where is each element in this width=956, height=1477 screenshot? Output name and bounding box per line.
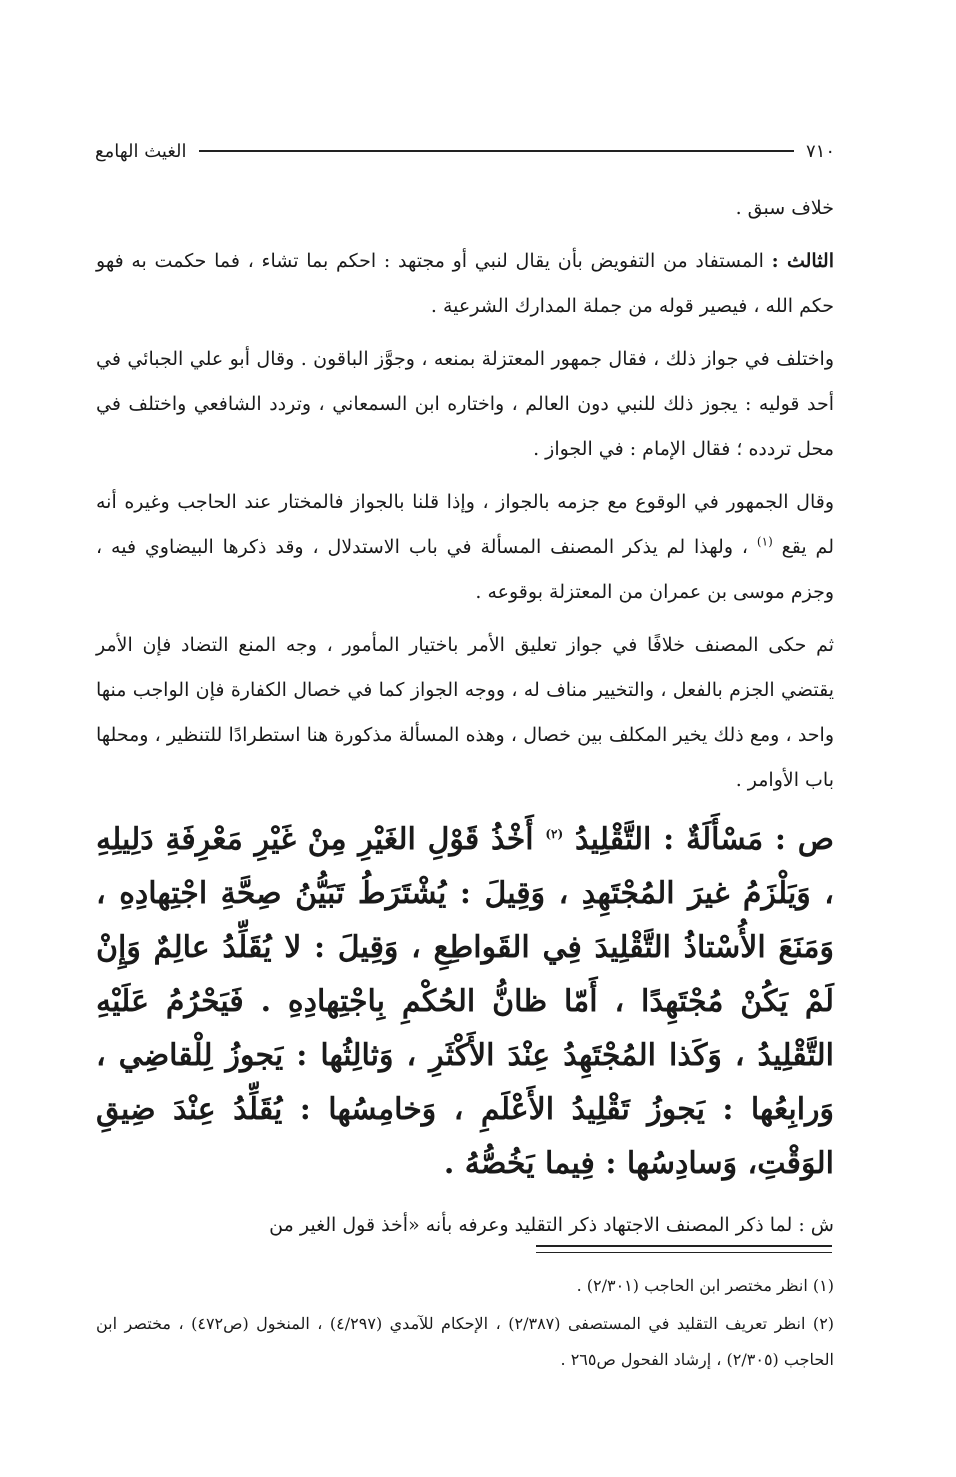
paragraph [96,337,834,472]
paragraph-text: ، ولهذا لم يذكر المصنف المسألة في باب الاستدلال ، وقد ذكرها البيضاوي فيه ، وجزم موسى بن عمران من المعتزلة بوقوعه . [96,536,834,603]
footnote-marker: (٢) [545,827,564,841]
paragraph [96,239,834,329]
matn-text-part: ص : مَسْأَلَةٌ : التَّقْلِيدُ [563,822,834,857]
paragraph-text: ش : لما ذكر المصنف الاجتهاد ذكر التقليد وعرفه بأنه «أخذ قول الغير من [269,1214,834,1236]
footnote: (١) انظر مختصر ابن الحاجب (٢/٣٠١) . [576,1276,834,1295]
footnote-separator [536,1245,832,1253]
matn-text [96,813,834,1191]
page-number: ٧١٠ [805,140,835,162]
matn-text-part: أَخْذُ قَوْلِ الغَيْرِ مِنْ غَيْرِ مَعْرِفَةِ دَلِيلِهِ ، وَيَلْزَمُ غيرَ المُجْتَهِدِ ، وَقِيلَ : يُشْتَرَطُ تَبَيُّنُ صِحَّةِ اجْتِهادِهِ ، وَمَنَعَ الأُسْتاذُ التَّقْلِيدَ فِي القَواطِعِ ، وَقِيلَ : لا يُقَلِّدُ عالِمٌ وَإِنْ لَمْ يَكُنْ مُجْتَهِدًا ، أَمّا ظانُّ الحُكْمِ بِاجْتِهادِهِ . فَيَحْرُمُ عَلَيْهِ التَّقْلِيدُ ، وَكَذا المُجْتَهِدُ عِنْدَ الأَكْثَرِ ، وَثالِثُها : يَجوزُ لِلْقاضِي ، وَرابِعُها : يَجوزُ تَقْلِيدُ الأَعْلَمِ ، وَخامِسُها : يُقَلِّدُ عِنْدَ ضِيقِ الوَقْتِ، وَسادِسُها : فِيما يَخُصُّهُ . [96,822,834,1181]
paragraph [96,480,834,615]
main-text [96,186,834,1248]
paragraph-text: المستفاد من التفويض بأن يقال لنبي أو مجتهد : احكم بما تشاء ، فما حكمت به فهو حكم الله ، فيصير قوله من جملة المدارك الشرعية . [96,250,834,317]
commentary-text [96,1203,834,1248]
header-rule [199,150,794,152]
paragraph-text: واختلف في جواز ذلك ، فقال جمهور المعتزلة بمنعه ، وجوَّز الباقون . وقال أبو علي الجبائي في أحد قوليه : يجوز ذلك للنبي دون العالم ، واختاره ابن السمعاني ، وتردد الشافعي واختلف في محل تردده ؛ فقال الإمام : في الجواز . [96,348,834,460]
paragraph [96,186,834,231]
footnote-marker: (١) [756,534,773,549]
footnote: (٢) انظر تعريف التقليد في المستصفى (٢/٣٨٧) ، الإحكام للآمدي (٤/٢٩٧) ، المنخول (ص٤٧٢) ، مختصر ابن الحاجب (٢/٣٠٥) ، إرشاد الفحول ص٢٦٥ . [96,1314,835,1369]
paragraph-text: خلاف سبق . [735,197,834,219]
book-title: الغيث الهامع [95,140,187,162]
paragraph-lead: الثالث : [771,250,834,272]
paragraph-text: ثم حكى المصنف خلافًا في جواز تعليق الأمر باختيار المأمور ، وجه المنع التضاد فإن الأمر يقتضي الجزم بالفعل ، والتخيير مناف له ، ووجه الجواز كما في خصال الكفارة فإن الواجب منها واحد ، ومع ذلك يخير المكلف بين خصال ، وهذه المسألة مذكورة هنا استطرادًا للتنظير ، ومحلها باب الأوامر . [96,634,834,791]
running-header [95,136,835,166]
paragraph [96,623,834,803]
footnotes [96,1268,834,1380]
paragraph-text: وقال الجمهور في الوقوع مع جزمه بالجواز ، وإذا قلنا بالجواز فالمختار عند الحاجب وغيره أنه لم يقع [96,491,834,558]
